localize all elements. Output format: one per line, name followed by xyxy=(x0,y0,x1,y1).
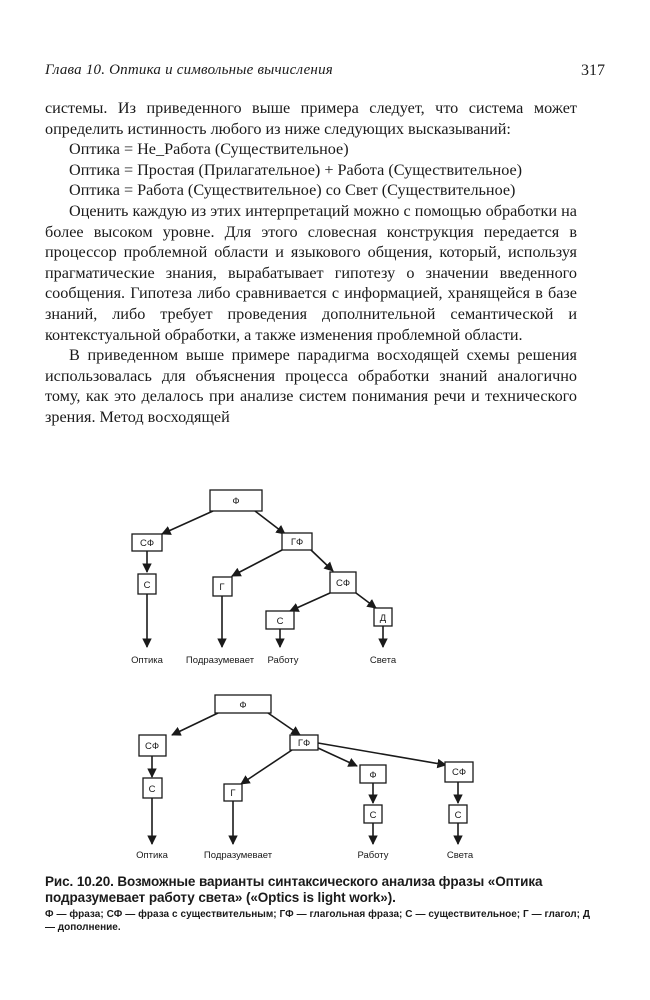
edge xyxy=(172,713,218,735)
edge xyxy=(241,750,292,784)
edge xyxy=(268,713,300,735)
tree-node-phrase xyxy=(215,695,271,713)
interpretation-3: Оптика = Работа (Существительное) со Свет (Существительное) xyxy=(69,181,516,200)
tree-node-verb-phrase xyxy=(282,533,312,550)
tree-node-noun xyxy=(138,574,156,594)
edge xyxy=(318,743,446,765)
interpretation-1: Оптика = Не_Работа (Существительное) xyxy=(69,140,349,159)
svg-text:СФ: СФ xyxy=(144,741,160,752)
svg-text:С: С xyxy=(454,810,462,821)
tree-node-verb-phrase xyxy=(290,735,318,750)
svg-text:Ф: Ф xyxy=(239,700,247,711)
body-text xyxy=(45,98,577,428)
tree-node-noun-phrase xyxy=(139,735,166,756)
svg-text:Д: Д xyxy=(379,613,387,624)
tree-1-leaves xyxy=(131,655,397,666)
leaf-podrazumevaet: Подразумевает xyxy=(203,850,273,861)
page-header xyxy=(45,62,605,86)
tree-2-nodes xyxy=(139,695,473,823)
tree-node-verb xyxy=(224,784,242,801)
parse-trees-diagram xyxy=(0,480,650,880)
leaf-sveta: Света xyxy=(369,655,397,666)
tree-node-noun xyxy=(449,805,467,823)
tree-node-noun xyxy=(266,611,294,629)
svg-text:С: С xyxy=(276,616,284,627)
running-title: Глава 10. Оптика и символьные вычисления xyxy=(45,62,333,78)
edge xyxy=(356,593,376,608)
paragraph-2: Оценить каждую из этих интерпретаций можно с помощью обработки на более высоком уровне. Для этого словесная конструкция передается в процессор проблемной области и языкового общения, который, используя прагматические знания, вырабатывает гипотезу о значении введенного сообщения. Гипотеза либо сравнивается с информацией, хранящейся в базе знаний, либо требует проведения дополнительной семантической и контекстуальной обработки, а также изменения проблемной области. xyxy=(45,201,577,344)
leaf-optika: Оптика xyxy=(131,655,163,666)
leaf-rabotu: Работу xyxy=(267,655,299,666)
leaf-sveta: Света xyxy=(446,850,474,861)
page-number: 317 xyxy=(581,62,605,79)
parse-trees-figure xyxy=(0,480,650,880)
edge xyxy=(232,550,282,576)
svg-text:СФ: СФ xyxy=(451,767,467,778)
svg-text:С: С xyxy=(148,784,156,795)
edge xyxy=(255,511,285,534)
svg-text:Ф: Ф xyxy=(232,496,240,507)
svg-text:СФ: СФ xyxy=(139,538,155,549)
tree-node-noun xyxy=(364,805,382,823)
figure-label: Рис. 10.20. xyxy=(45,874,114,889)
tree-node-verb xyxy=(213,577,232,596)
svg-text:СФ: СФ xyxy=(335,578,351,589)
svg-text:Ф: Ф xyxy=(369,770,377,781)
edge xyxy=(162,511,213,534)
paragraph-1: системы. Из приведенного выше примера следует, что система может определить истинность любого из ниже следующих высказываний: xyxy=(45,99,577,138)
paragraph-3: В приведенном выше примере парадигма восходящей схемы решения использовалась для объяснения процесса обработки знаний аналогично тому, как это делалось при анализе систем понимания речи и технического зрения. Метод восходящей xyxy=(45,346,577,426)
svg-text:ГФ: ГФ xyxy=(297,738,311,749)
edge xyxy=(311,550,333,571)
svg-text:С: С xyxy=(143,580,151,591)
svg-text:ГФ: ГФ xyxy=(290,537,304,548)
leaf-rabotu: Работу xyxy=(357,850,389,861)
tree-2-edges xyxy=(152,713,458,844)
tree-node-noun-phrase xyxy=(132,534,162,551)
tree-node-phrase xyxy=(360,765,386,783)
leaf-podrazumevaet: Подразумевает xyxy=(185,655,255,666)
figure-caption-text: Возможные варианты синтаксического анализа фразы «Оптика подразумевает работу света» («Optics is light work»). xyxy=(45,874,543,905)
svg-text:С: С xyxy=(369,810,377,821)
figure-legend: Ф — фраза; СФ — фраза с существительным; ГФ — глагольная фраза; С — существительное; Г — глагол; Д — дополнение. xyxy=(45,909,590,933)
tree-2-leaves xyxy=(136,850,474,861)
svg-text:Г: Г xyxy=(230,788,236,799)
edge xyxy=(318,748,357,766)
edge xyxy=(290,593,330,611)
tree-node-complement xyxy=(374,608,392,626)
interpretation-2: Оптика = Простая (Прилагательное) + Работа (Существительное) xyxy=(69,160,523,179)
svg-text:Г: Г xyxy=(219,582,225,593)
figure-caption xyxy=(45,874,590,906)
tree-node-noun-phrase xyxy=(330,572,356,593)
tree-node-noun xyxy=(143,778,162,798)
tree-node-phrase xyxy=(210,490,262,511)
tree-node-noun-phrase xyxy=(445,762,473,782)
leaf-optika: Оптика xyxy=(136,850,168,861)
